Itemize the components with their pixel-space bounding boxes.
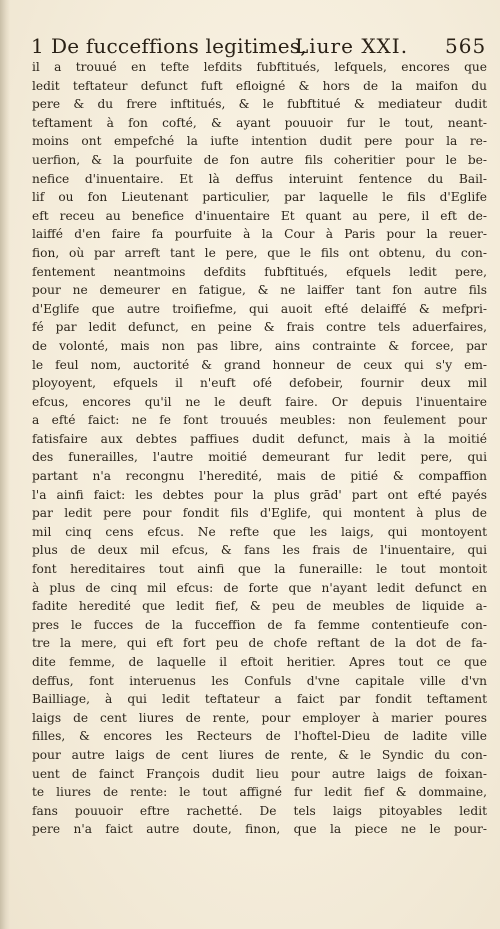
text-line: par ledit pere pour fondit fils d'Eglife, qui montent à plus de bbox=[32, 506, 487, 521]
text-line: nefice d'inuentaire. Et là deffus interuint fentence du Bail- bbox=[32, 171, 487, 186]
text-line: fatisfaire aux debtes paffiues dudit defunct, mais à la moitié bbox=[32, 431, 487, 446]
text-line: a efté faict: ne fe font trouués meubles: non feulement pour bbox=[32, 413, 487, 428]
text-line: pour autre laigs de cent liures de rente, & le Syndic du con- bbox=[32, 747, 487, 762]
text-line: plus de deux mil efcus, & fans les frais de l'inuentaire, qui bbox=[32, 543, 487, 558]
text-line: de volonté, mais non pas libre, ains contrainte & forcee, par bbox=[32, 338, 487, 353]
text-line: laiffé d'en faire fa pourfuite à la Cour à Paris pour la reuer- bbox=[32, 227, 487, 242]
text-line: mil cinq cens efcus. Ne refte que les laigs, qui montoyent bbox=[32, 524, 487, 539]
text-line: fans pouuoir eftre rachetté. De tels laigs pitoyables ledit bbox=[32, 803, 487, 818]
text-line: fentement neantmoins defdits fubftitués, efquels ledit pere, bbox=[32, 264, 487, 279]
text-line: l'a ainfi faict: les debtes pour la plus grād' part ont efté payés bbox=[32, 487, 487, 502]
text-line: pere & du frere inftitués, & le fubftitué & mediateur dudit bbox=[32, 97, 487, 112]
text-line: uerfion, & la pourfuite de fon autre fils coheritier pour le be- bbox=[32, 152, 487, 167]
text-line: le feul nom, auctorité & grand honneur de ceux qui s'y em- bbox=[32, 357, 487, 372]
header-left-number: 1 bbox=[31, 34, 44, 58]
text-line: Bailliage, à qui ledit teftateur a faict par fondit teftament bbox=[32, 692, 487, 707]
text-line: pres le fucces de la fucceffion de fa femme contentieufe con- bbox=[32, 617, 487, 632]
text-line: filles, & encores les Recteurs de l'hoftel-Dieu de ladite ville bbox=[32, 729, 487, 744]
text-line: teftament à fon cofté, & ayant pouuoir fur le tout, neant- bbox=[32, 115, 487, 130]
text-line: moins ont empefché la iufte intention dudit pere pour la re- bbox=[32, 134, 487, 149]
text-line: efcus, encores qu'il ne le deuft faire. Or depuis l'inuentaire bbox=[32, 394, 487, 409]
text-line: font hereditaires tout ainfi que la funeraille: le tout montoit bbox=[32, 562, 487, 577]
running-title: De fucceffions legitimes, bbox=[51, 34, 307, 58]
text-line: d'Eglife que autre troifiefme, qui auoit efté delaiffé & mefpri- bbox=[32, 301, 487, 316]
text-line: te liures de rente: le tout affigné fur ledit fief & dommaine, bbox=[32, 785, 487, 800]
text-line: fadite heredité que ledit fief, & peu de meubles de liquide a- bbox=[32, 599, 487, 614]
text-line: ployoyent, efquels il n'euft ofé defobeir, fournir deux mil bbox=[32, 376, 487, 391]
text-line: des funerailles, l'autre moitié demeurant fur ledit pere, qui bbox=[32, 450, 487, 465]
running-header bbox=[25, 30, 490, 60]
text-line: dite femme, de laquelle il eftoit heritier. Apres tout ce que bbox=[32, 655, 487, 669]
text-line: pere n'a faict autre doute, finon, que la piece ne le pour- bbox=[32, 822, 487, 837]
text-line: pour ne demeurer en fatigue, & ne laiffer tant fon autre fils bbox=[32, 283, 487, 298]
text-line: tre la mere, qui eft fort peu de chofe reftant de la dot de fa- bbox=[32, 636, 487, 651]
text-line: partant n'a recongnu l'heredité, mais de pitié & compaffion bbox=[32, 469, 487, 484]
text-line: fé par ledit defunct, en peine & frais contre tels aduerfaires, bbox=[32, 320, 487, 335]
text-line: il a trouué en tefte lefdits fubftitués, lefquels, encores que bbox=[32, 60, 487, 74]
book-label: Liure XXI. bbox=[295, 34, 409, 58]
text-line: eft receu au benefice d'inuentaire Et quant au pere, il eft de- bbox=[32, 208, 487, 223]
text-line: uent de fainct François dudit lieu pour autre laigs de foixan- bbox=[32, 766, 487, 781]
body-text bbox=[32, 58, 487, 839]
page-number: 565 bbox=[445, 34, 487, 58]
text-line: à plus de cinq mil efcus: de forte que n'ayant ledit defunct en bbox=[32, 580, 487, 595]
text-line: deffus, font interuenus les Confuls d'vne capitale ville d'vn bbox=[32, 673, 487, 688]
text-line: laigs de cent liures de rente, pour employer à marier poures bbox=[32, 710, 487, 725]
text-line: lif ou fon Lieutenant particulier, par laquelle le fils d'Eglife bbox=[32, 190, 487, 205]
text-line: ledit teftateur defunct fuft efloigné & hors de la maifon du bbox=[32, 78, 487, 93]
binding-gutter bbox=[0, 0, 10, 929]
text-line: fion, où par arreft tant le pere, que le fils ont obtenu, du con- bbox=[32, 245, 487, 260]
